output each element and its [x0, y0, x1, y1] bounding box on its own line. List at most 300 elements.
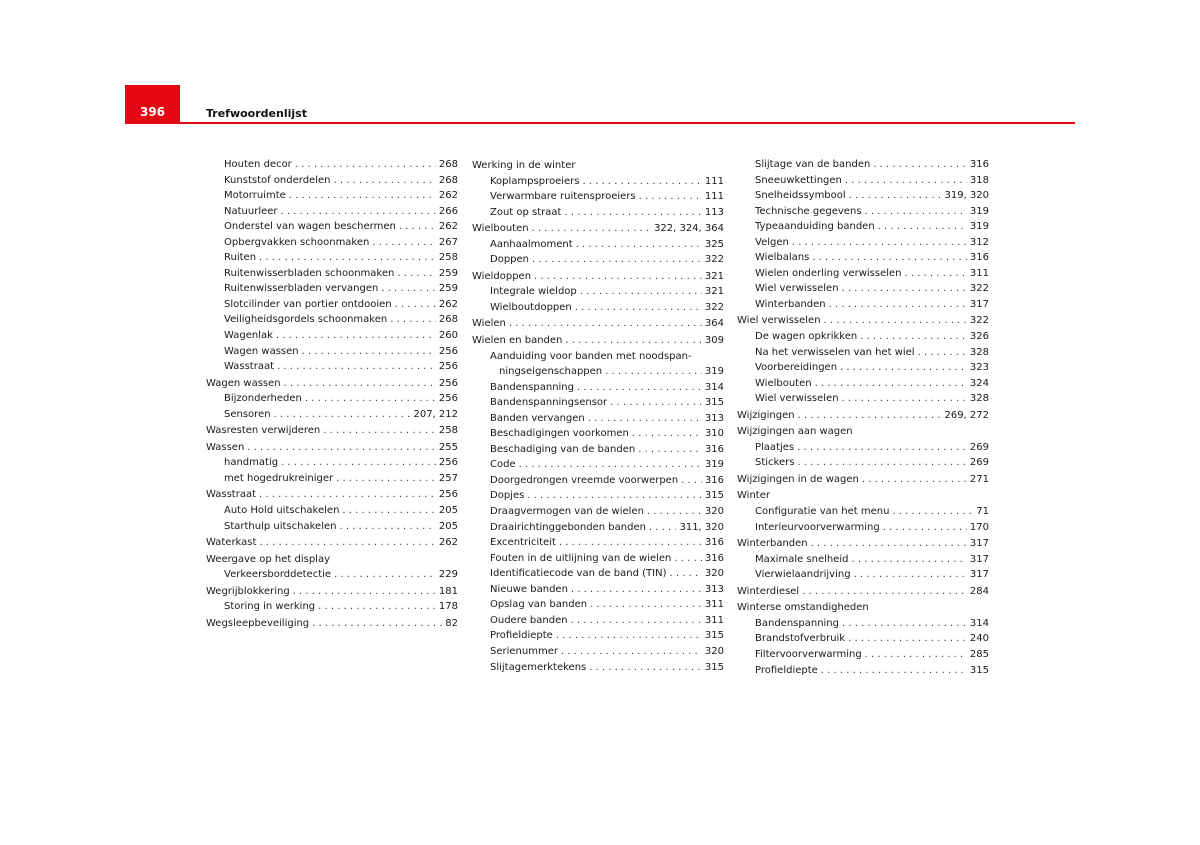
index-subentry [737, 250, 989, 266]
index-subentry [737, 204, 989, 220]
index-subentry [206, 297, 458, 313]
entry-term: Filtervoorverwarming [755, 648, 862, 660]
entry-page-ref: 319 [969, 205, 989, 217]
entry-page-ref: 324 [969, 377, 989, 389]
entry-term: Doorgedrongen vreemde voorwerpen [490, 474, 679, 486]
index-subentry [472, 566, 724, 582]
entry-term: Opbergvakken schoonmaken [224, 236, 370, 248]
entry-page-ref: 316 [969, 159, 989, 170]
dot-leader [575, 300, 702, 316]
dot-leader [821, 663, 967, 679]
dot-leader [259, 487, 436, 503]
dot-leader [632, 426, 702, 442]
entry-term: Interieurvoorverwarming [755, 521, 880, 533]
entry-page-ref: 240 [969, 633, 989, 645]
entry-page-ref: 258 [438, 252, 458, 264]
entry-term: Motorruimte [224, 190, 286, 202]
index-subentry [737, 455, 989, 471]
entry-term: Wiel verwisselen [755, 393, 839, 405]
entry-page-ref: 269 [969, 441, 989, 453]
index-subentry [737, 376, 989, 392]
entry-page-ref: 321 [704, 270, 724, 282]
index-entry [472, 316, 724, 332]
entry-page-ref: 262 [438, 537, 458, 549]
index-subentry [206, 471, 458, 487]
index-entry [737, 536, 989, 552]
index-subentry [737, 567, 989, 583]
dot-leader [878, 219, 967, 235]
entry-page-ref: 178 [438, 601, 458, 613]
entry-page-ref: 321 [704, 286, 724, 298]
entry-term: Profieldiepte [490, 630, 553, 642]
dot-leader [342, 503, 436, 519]
entry-page-ref: 262 [438, 221, 458, 233]
entry-term: Wijzigingen [737, 409, 795, 421]
page-number-badge [125, 85, 180, 123]
index-subentry [737, 616, 989, 632]
dot-leader [571, 613, 702, 629]
dot-leader [792, 235, 967, 251]
dot-leader [862, 472, 967, 488]
dot-leader [647, 504, 702, 520]
entry-page-ref: 328 [969, 346, 989, 358]
page-title: Trefwoordenlijst [206, 107, 307, 120]
index-subentry [472, 174, 724, 190]
dot-leader [842, 616, 967, 632]
entry-term: Opslag van banden [490, 599, 588, 611]
index-subentry [472, 426, 724, 442]
dot-leader [281, 204, 436, 220]
index-subentry [472, 628, 724, 644]
dot-leader [815, 376, 967, 392]
index-subentry [472, 411, 724, 427]
index-subentry [206, 157, 458, 173]
dot-leader [852, 552, 967, 568]
dot-leader [381, 281, 436, 297]
entry-term: Stickers [755, 457, 795, 469]
index-subentry [206, 266, 458, 282]
dot-leader [590, 597, 702, 613]
index-subentry [737, 391, 989, 407]
index-subentry [472, 189, 724, 205]
entry-term: met hogedrukreiniger [224, 472, 334, 484]
entry-term: Winterdiesel [737, 585, 800, 597]
entry-term: Wielen onderling verwisselen [755, 267, 902, 279]
entry-page-ref: 181 [438, 585, 458, 597]
entry-term: Auto Hold uitschakelen [224, 505, 340, 517]
entry-term: Serienummer [490, 645, 558, 657]
index-subentry [737, 647, 989, 663]
entry-page-ref: 317 [969, 298, 989, 310]
entry-term: Starthulp uitschakelen [224, 520, 337, 532]
index-subentry [737, 157, 989, 173]
dot-leader [527, 488, 702, 504]
index-subentry [472, 551, 724, 567]
dot-leader [259, 535, 435, 551]
index-subentry [206, 503, 458, 519]
index-entry [737, 600, 989, 616]
entry-page-ref: 269, 272 [944, 409, 989, 421]
index-entry [206, 376, 458, 392]
entry-page-ref: 311, 320 [679, 521, 724, 533]
entry-page-ref: 257 [438, 472, 458, 484]
dot-leader [274, 407, 411, 423]
dot-leader [842, 391, 967, 407]
entry-term: Profieldiepte [755, 664, 818, 676]
entry-page-ref: 267 [438, 236, 458, 248]
dot-leader [639, 189, 702, 205]
index-subentry [472, 380, 724, 396]
entry-term: Wagen wassen [206, 377, 281, 389]
entry-term: Wagenlak [224, 330, 273, 342]
entry-page-ref: 311 [704, 614, 724, 626]
entry-page-ref: 285 [969, 648, 989, 660]
dot-leader [905, 266, 967, 282]
dot-leader [302, 344, 436, 360]
entry-term: Waterkast [206, 537, 257, 549]
entry-page-ref: 325 [704, 238, 724, 250]
dot-leader [802, 584, 967, 600]
entry-term: Bandenspanning [755, 617, 839, 629]
index-subentry [206, 359, 458, 375]
entry-term: Fouten in de uitlijning van de wielen [490, 552, 672, 564]
entry-term: Slijtagemerktekens [490, 661, 587, 673]
dot-leader [580, 284, 702, 300]
entry-term: Maximale snelheid [755, 553, 849, 565]
entry-term: Draagvermogen van de wielen [490, 506, 644, 518]
entry-page-ref: 82 [445, 617, 458, 629]
index-entry [737, 424, 989, 440]
entry-term: Na het verwisselen van het wiel [755, 346, 915, 358]
dot-leader [577, 380, 702, 396]
entry-term: Wielen en banden [472, 335, 563, 347]
entry-page-ref: 266 [438, 205, 458, 217]
dot-leader [336, 471, 436, 487]
entry-page-ref: 315 [704, 397, 724, 409]
dot-leader [669, 566, 701, 582]
dot-leader [532, 252, 702, 268]
entry-page-ref: 322 [969, 315, 989, 327]
index-subentry [737, 329, 989, 345]
entry-term: Wagen wassen [224, 345, 299, 357]
entry-term: Excentriciteit [490, 537, 556, 549]
entry-page-ref: 205 [438, 520, 458, 532]
dot-leader [532, 221, 651, 237]
entry-term: Bijzonderheden [224, 393, 302, 405]
entry-page-ref: 315 [969, 664, 989, 676]
entry-term: Typeaanduiding banden [755, 221, 875, 233]
index-subentry [472, 520, 724, 536]
entry-page-ref: 316 [704, 552, 724, 564]
entry-page-ref: 311 [704, 599, 724, 611]
entry-term: Ruitenwisserbladen vervangen [224, 283, 379, 295]
dot-leader [564, 205, 701, 221]
dot-leader [318, 599, 436, 615]
index-subentry [206, 312, 458, 328]
entry-page-ref: 111 [704, 191, 724, 203]
entry-term: Wasstraat [206, 489, 257, 501]
entry-term: Kunststof onderdelen [224, 174, 331, 186]
index-subentry [737, 360, 989, 376]
index-subentry [206, 407, 458, 423]
entry-term: Brandstofverbruik [755, 633, 846, 645]
entry-page-ref: 322 [704, 301, 724, 313]
entry-page-ref: 319 [704, 459, 724, 471]
index-entry [737, 488, 989, 504]
entry-page-ref: 255 [438, 441, 458, 453]
entry-term: Beschadiging van de banden [490, 443, 636, 455]
dot-leader [576, 237, 702, 253]
entry-term: Wielbouten [472, 223, 529, 235]
dot-leader [312, 616, 442, 632]
index-subentry [206, 173, 458, 189]
dot-leader [509, 316, 702, 332]
index-entry [206, 487, 458, 503]
index-subentry [472, 205, 724, 221]
entry-page-ref: 71 [976, 506, 989, 518]
dot-leader [561, 644, 702, 660]
index-column-2 [472, 157, 724, 675]
entry-page-ref: 315 [704, 490, 724, 502]
entry-term: Werking in de winter [472, 160, 576, 171]
entry-page-ref: 256 [438, 489, 458, 501]
entry-page-ref: 328 [969, 393, 989, 405]
index-entry [737, 313, 989, 329]
index-entry [472, 221, 724, 237]
index-entry [472, 269, 724, 285]
entry-term: Sneeuwkettingen [755, 174, 842, 186]
dot-leader [293, 584, 436, 600]
index-subentry [472, 535, 724, 551]
entry-term: Winterbanden [737, 538, 808, 550]
entry-page-ref: 316 [704, 443, 724, 455]
entry-term: Verkeersborddetectie [224, 569, 332, 581]
dot-leader [842, 281, 967, 297]
index-entry [206, 584, 458, 600]
index-subentry [472, 284, 724, 300]
entry-page-ref: 269 [969, 457, 989, 469]
entry-page-ref: 312 [969, 236, 989, 248]
index-subentry [472, 504, 724, 520]
dot-leader [610, 395, 702, 411]
entry-page-ref: 320 [704, 506, 724, 518]
dot-leader [395, 297, 436, 313]
entry-page-ref: 316 [969, 252, 989, 264]
index-subentry [472, 349, 724, 365]
entry-term: Onderstel van wagen beschermen [224, 221, 396, 233]
entry-term: Zout op straat [490, 206, 562, 218]
entry-page-ref: 322, 324, 364 [654, 223, 724, 235]
index-subentry [737, 520, 989, 536]
entry-term: Wiel verwisselen [737, 315, 821, 327]
entry-page-ref: 256 [438, 361, 458, 373]
dot-leader [295, 157, 436, 173]
entry-page-ref: 259 [438, 283, 458, 295]
index-entry [206, 423, 458, 439]
dot-leader [845, 173, 967, 189]
entry-term: Bandenspanning [490, 381, 574, 393]
entry-page-ref: 317 [969, 553, 989, 565]
index-subentry [472, 582, 724, 598]
entry-term: Draairichtinggebonden banden [490, 521, 646, 533]
entry-term: Integrale wieldop [490, 286, 577, 298]
dot-leader [681, 473, 702, 489]
entry-term: Wielbalans [755, 252, 810, 264]
entry-term: Storing in werking [224, 601, 316, 613]
entry-page-ref: 229 [438, 569, 458, 581]
index-subentry [472, 252, 724, 268]
entry-term: Wieldoppen [472, 270, 532, 282]
index-subentry [737, 281, 989, 297]
dot-leader [334, 567, 436, 583]
index-subentry [737, 173, 989, 189]
entry-page-ref: 207, 212 [413, 408, 458, 420]
entry-page-ref: 315 [704, 630, 724, 642]
entry-page-ref: 319, 320 [944, 190, 989, 202]
dot-leader [798, 408, 942, 424]
dot-leader [811, 536, 967, 552]
index-subentry [472, 364, 724, 380]
entry-page-ref: 326 [969, 331, 989, 343]
entry-page-ref: 322 [969, 283, 989, 295]
index-column-3 [737, 157, 989, 678]
index-entry [206, 535, 458, 551]
index-entry [737, 472, 989, 488]
dot-leader [649, 520, 677, 536]
entry-term: Wijzigingen aan wagen [737, 426, 853, 438]
entry-term: Wielbouten [755, 377, 812, 389]
entry-term: Sensoren [224, 408, 271, 420]
index-column-1 [206, 157, 458, 631]
entry-term: Plaatjes [755, 441, 795, 453]
dot-leader [605, 364, 702, 380]
dot-leader [860, 329, 967, 345]
entry-page-ref: 317 [969, 569, 989, 581]
entry-term: Beschadigingen voorkomen [490, 428, 629, 440]
dot-leader [339, 519, 435, 535]
entry-page-ref: 111 [704, 175, 724, 187]
index-subentry [472, 237, 724, 253]
entry-term: Wasresten verwijderen [206, 425, 321, 437]
index-subentry [472, 613, 724, 629]
index-subentry [206, 188, 458, 204]
entry-term: Wijzigingen in de wagen [737, 473, 859, 485]
entry-page-ref: 260 [438, 330, 458, 342]
dot-leader [824, 313, 967, 329]
entry-page-ref: 314 [704, 381, 724, 393]
entry-term: Winterbanden [755, 298, 826, 310]
dot-leader [588, 411, 702, 427]
index-entry [206, 552, 458, 568]
entry-page-ref: 320 [704, 568, 724, 580]
index-subentry [737, 552, 989, 568]
index-subentry [737, 440, 989, 456]
dot-leader [289, 188, 436, 204]
index-entry [472, 333, 724, 349]
dot-leader [390, 312, 436, 328]
index-entry [737, 408, 989, 424]
entry-page-ref: 316 [704, 537, 724, 549]
index-subentry [206, 219, 458, 235]
entry-term: Weergave op het display [206, 553, 331, 565]
index-subentry [472, 300, 724, 316]
dot-leader [865, 204, 967, 220]
dot-leader [519, 457, 702, 473]
index-subentry [737, 235, 989, 251]
dot-leader [247, 440, 436, 456]
entry-term: Wielboutdoppen [490, 301, 572, 313]
entry-page-ref: 262 [438, 298, 458, 310]
entry-term: Code [490, 459, 516, 471]
index-subentry [472, 395, 724, 411]
index-subentry [206, 250, 458, 266]
entry-term: Snelheidssymbool [755, 190, 846, 202]
dot-leader [829, 297, 967, 313]
entry-term: Verwarmbare ruitensproeiers [490, 191, 636, 203]
entry-term: Wegrijblokkering [206, 585, 290, 597]
entry-term: Natuurleer [224, 205, 278, 217]
entry-term: Velgen [755, 236, 789, 248]
index-subentry [472, 597, 724, 613]
entry-term: Dopjes [490, 490, 525, 502]
entry-page-ref: 256 [438, 377, 458, 389]
entry-term: Identificatiecode van de band (TIN) [490, 568, 667, 580]
dot-leader [559, 535, 702, 551]
dot-leader [397, 266, 436, 282]
entry-term: Ruitenwisserbladen schoonmaken [224, 267, 395, 279]
entry-page-ref: 319 [969, 221, 989, 233]
index-subentry [737, 345, 989, 361]
dot-leader [565, 333, 702, 349]
dot-leader [840, 360, 967, 376]
dot-leader [797, 455, 966, 471]
header-divider [125, 122, 1075, 124]
entry-page-ref: 113 [704, 206, 724, 218]
entry-page-ref: 259 [438, 267, 458, 279]
index-subentry [206, 567, 458, 583]
entry-page-ref: 318 [969, 174, 989, 186]
entry-term: Aanduiding voor banden met noodspan- [490, 350, 692, 362]
index-subentry [206, 235, 458, 251]
index-subentry [206, 391, 458, 407]
dot-leader [865, 647, 967, 663]
entry-page-ref: 262 [438, 190, 458, 202]
index-subentry [206, 599, 458, 615]
dot-leader [638, 442, 702, 458]
entry-page-ref: 256 [438, 393, 458, 405]
entry-page-ref: 317 [969, 538, 989, 550]
entry-term: handmatig [224, 457, 279, 469]
entry-term: Vierwielaandrijving [755, 569, 851, 581]
entry-page-ref: 313 [704, 583, 724, 595]
index-entry [737, 584, 989, 600]
dot-leader [918, 345, 967, 361]
dot-leader [571, 582, 702, 598]
index-subentry [206, 328, 458, 344]
entry-term: Oudere banden [490, 614, 568, 626]
entry-term: Houten decor [224, 159, 292, 170]
index-subentry [737, 297, 989, 313]
dot-leader [854, 567, 967, 583]
entry-page-ref: 268 [438, 159, 458, 170]
entry-page-ref: 315 [704, 661, 724, 673]
entry-term: Configuratie van het menu [755, 506, 890, 518]
index-subentry [206, 204, 458, 220]
entry-page-ref: 313 [704, 412, 724, 424]
dot-leader [556, 628, 702, 644]
dot-leader [883, 520, 967, 536]
dot-leader [305, 391, 436, 407]
